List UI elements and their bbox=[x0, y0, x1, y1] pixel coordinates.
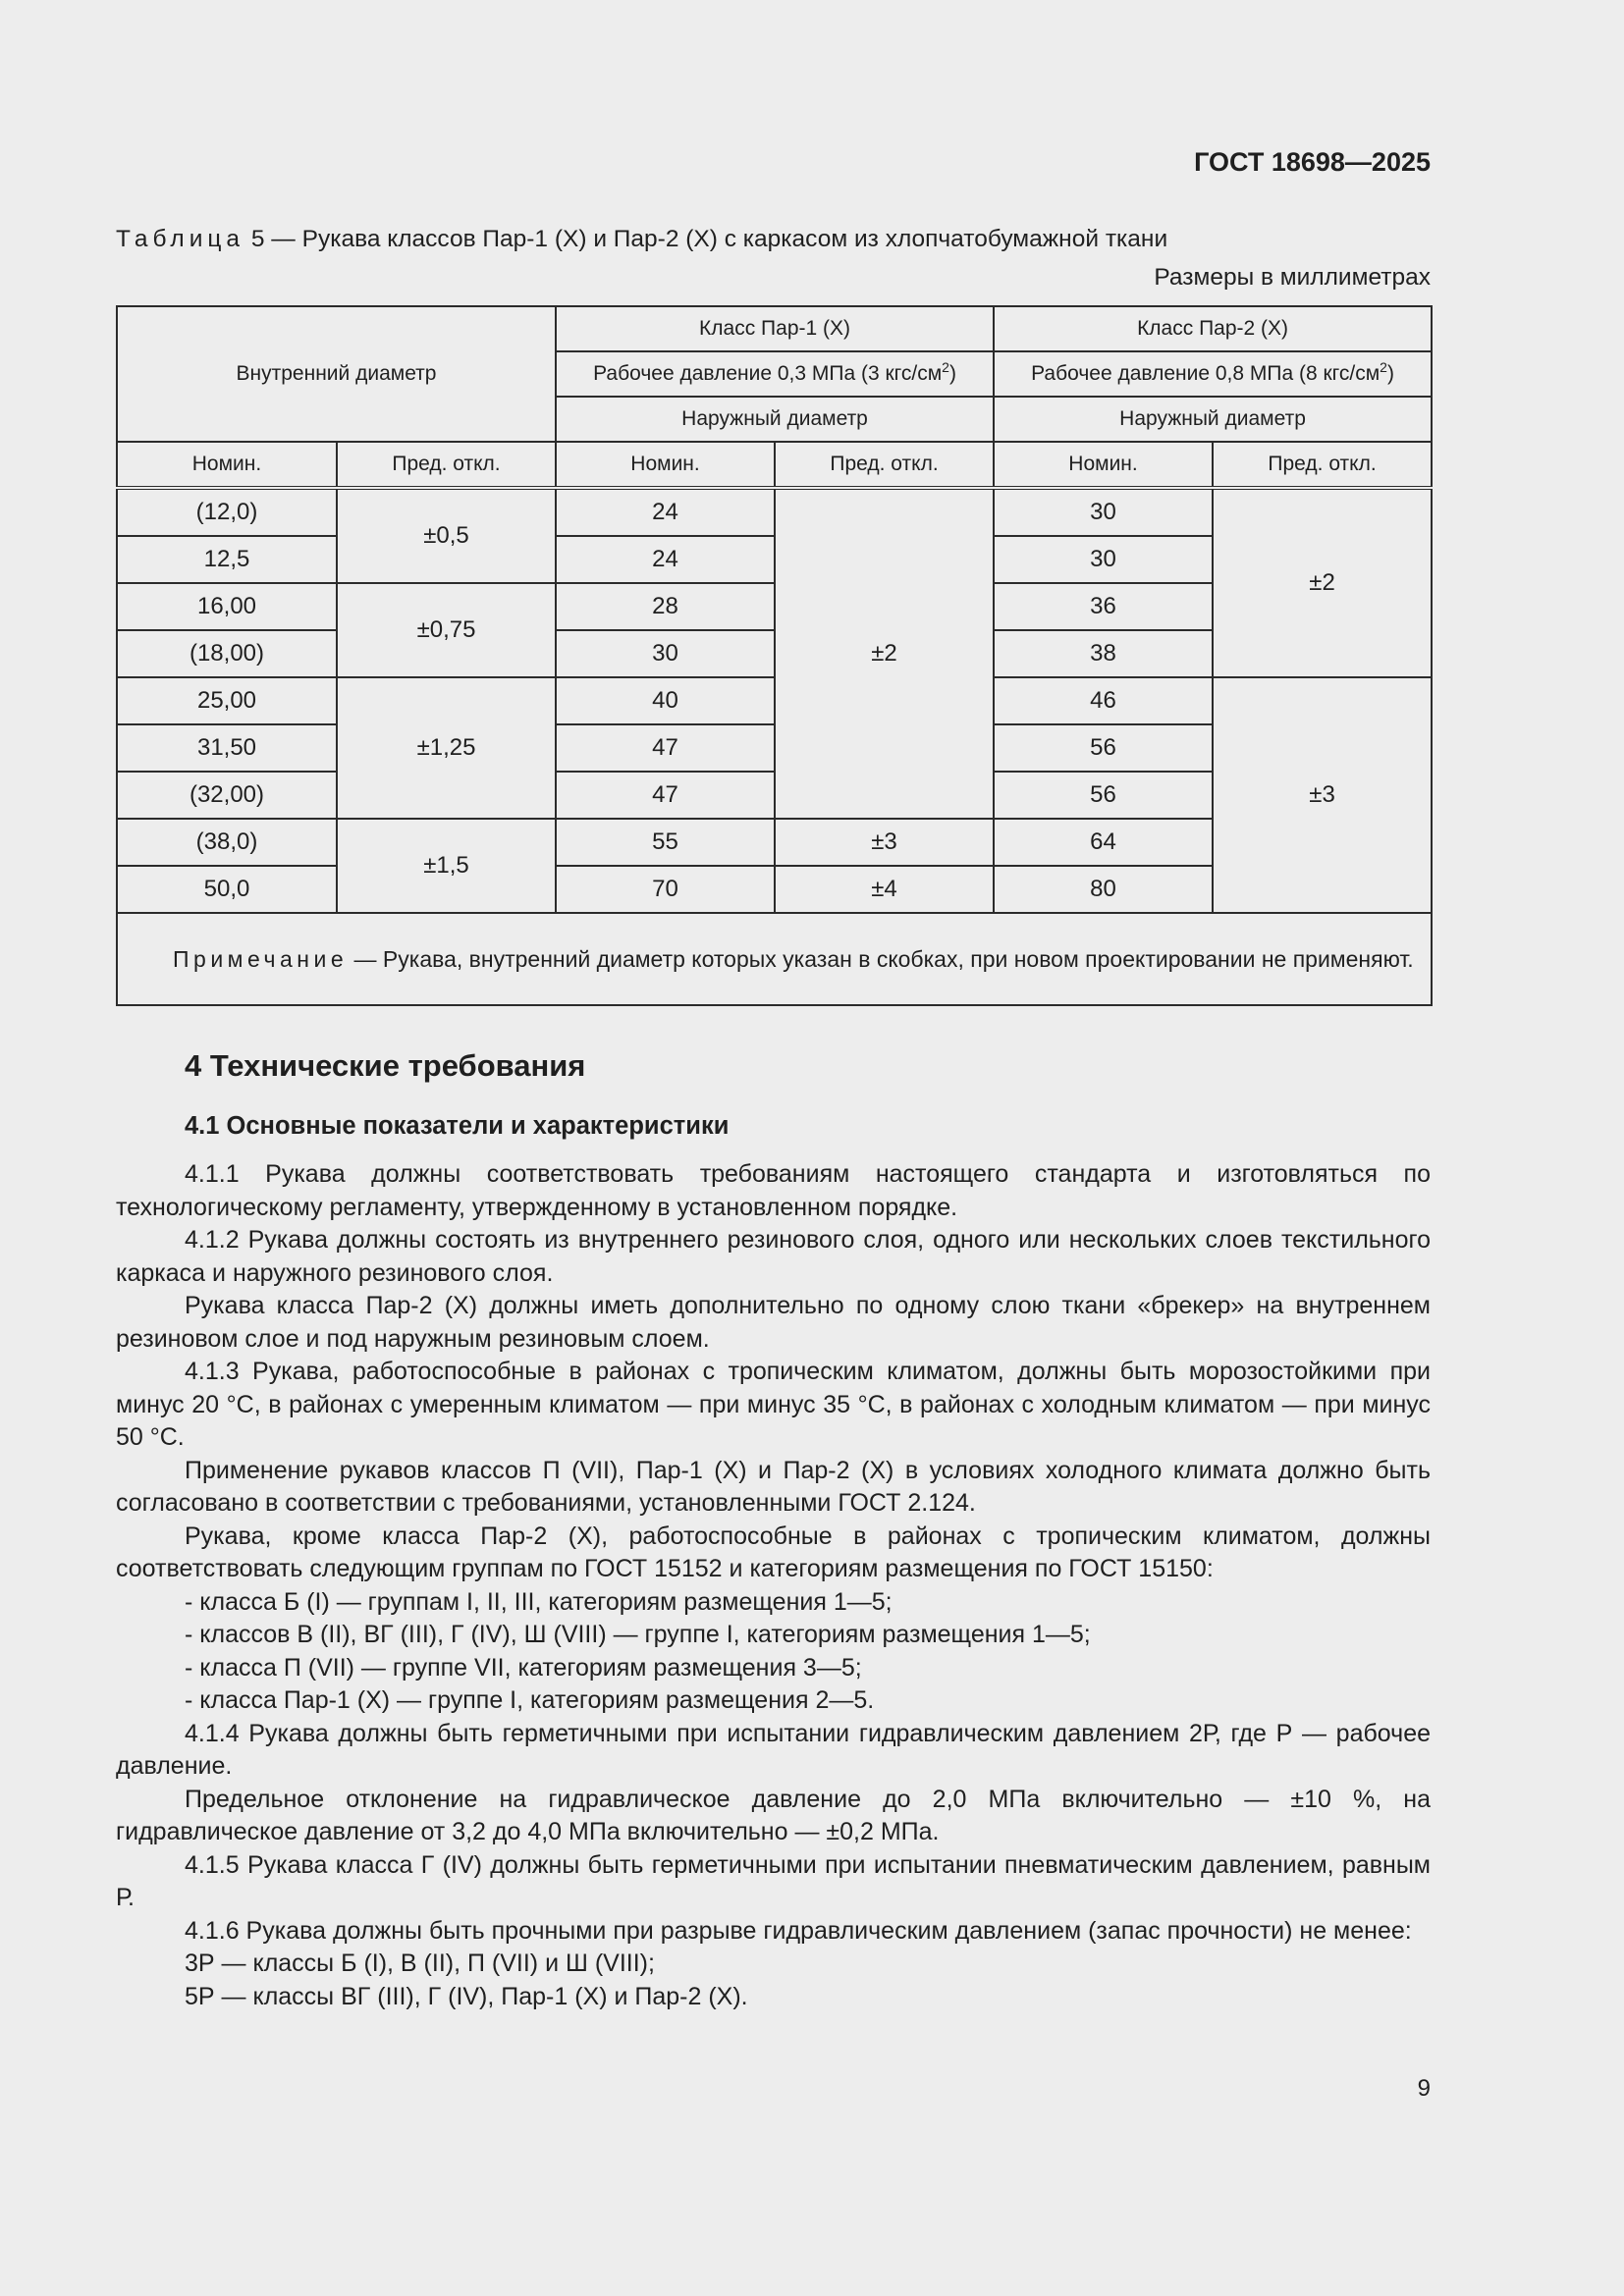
paragraph: 4.1.4 Рукава должны быть герметичными при испытании гидравлическим давлением 2Р, где Р — рабочее давление. bbox=[116, 1719, 1431, 1780]
par2-nominal-cell: 30 bbox=[994, 488, 1213, 536]
list-item: - класса Б (I) — группам I, II, III, категориям размещения 1—5; bbox=[185, 1587, 893, 1616]
outer-diameter-par2-header: Наружный диаметр bbox=[994, 397, 1432, 442]
par1-nominal-cell: 40 bbox=[556, 677, 775, 724]
table-caption-label: Таблица bbox=[116, 226, 245, 252]
par1-tolerance-cell: ±3 bbox=[775, 819, 994, 866]
units-note: Размеры в миллиметрах bbox=[1154, 264, 1431, 291]
inner-nominal-cell: 31,50 bbox=[117, 724, 337, 772]
inner-nominal-cell: 50,0 bbox=[117, 866, 337, 913]
par2-nominal-cell: 56 bbox=[994, 724, 1213, 772]
par1-tolerance-header: Пред. откл. bbox=[775, 442, 994, 488]
paragraph: 4.1.1 Рукава должны соответствовать требованиям настоящего стандарта и изготовляться по технологическому регламенту, утвержденному в установленном порядке. bbox=[116, 1160, 1431, 1221]
inner-nominal-cell: (38,0) bbox=[117, 819, 337, 866]
par1-nominal-cell: 24 bbox=[556, 488, 775, 536]
par1-nominal-cell: 24 bbox=[556, 536, 775, 583]
par2-nominal-cell: 80 bbox=[994, 866, 1213, 913]
par2-nominal-cell: 46 bbox=[994, 677, 1213, 724]
par1-nominal-cell: 70 bbox=[556, 866, 775, 913]
inner-tolerance-cell: ±0,75 bbox=[337, 583, 556, 677]
par2-nominal-cell: 36 bbox=[994, 583, 1213, 630]
page-number: 9 bbox=[1417, 2075, 1431, 2102]
par2-nominal-cell: 56 bbox=[994, 772, 1213, 819]
par2-nominal-cell: 64 bbox=[994, 819, 1213, 866]
standard-code: ГОСТ 18698—2025 bbox=[1194, 147, 1431, 177]
pressure-par1-header: Рабочее давление 0,3 МПа (3 кгс/$см^2$) bbox=[556, 351, 994, 397]
par1-nominal-cell: 55 bbox=[556, 819, 775, 866]
table-caption-text: 5 — Рукава классов Пар-1 (Х) и Пар-2 (Х) с каркасом из хлопчатобумажной ткани bbox=[250, 226, 1168, 252]
par1-tolerance-cell: ±4 bbox=[775, 866, 994, 913]
table-row bbox=[117, 488, 1432, 536]
inner-tolerance-header: Пред. откл. bbox=[337, 442, 556, 488]
par2-nominal-cell: 38 bbox=[994, 630, 1213, 677]
paragraph: 4.1.6 Рукава должны быть прочными при разрыве гидравлическим давлением (запас прочности) не менее: bbox=[185, 1916, 1412, 1945]
table-note-row bbox=[117, 913, 1432, 1005]
pressure-par2-header: Рабочее давление 0,8 МПа (8 кгс/$см^2$) bbox=[994, 351, 1432, 397]
list-item: 5Р — классы ВГ (III), Г (IV), Пар-1 (Х) и Пар-2 (Х). bbox=[185, 1982, 748, 2010]
par2-tolerance-cell: ±3 bbox=[1213, 677, 1432, 913]
table-header-row bbox=[117, 442, 1432, 488]
paragraph: Применение рукавов классов П (VII), Пар-1 (Х) и Пар-2 (Х) в условиях холодного климата должно быть согласовано в соответствии с требованиями, установленными ГОСТ 2.124. bbox=[116, 1456, 1431, 1517]
inner-nominal-cell: (32,00) bbox=[117, 772, 337, 819]
par2-nominal-header: Номин. bbox=[994, 442, 1213, 488]
list-item: - класса Пар-1 (Х) — группе I, категориям размещения 2—5. bbox=[185, 1686, 875, 1714]
inner-tolerance-cell: ±1,5 bbox=[337, 819, 556, 913]
inner-tolerance-cell: ±1,25 bbox=[337, 677, 556, 819]
table-note-text: — Рукава, внутренний диаметр которых указан в скобках, при новом проектировании не применяют. bbox=[348, 946, 1414, 973]
section-body bbox=[116, 1158, 1431, 2013]
inner-nominal-cell: 12,5 bbox=[117, 536, 337, 583]
inner-diameter-header: Внутренний диаметр bbox=[117, 306, 556, 442]
inner-nominal-cell: 25,00 bbox=[117, 677, 337, 724]
par2-nominal-cell: 30 bbox=[994, 536, 1213, 583]
dimensions-table bbox=[116, 305, 1433, 1006]
list-item: - классов В (II), ВГ (III), Г (IV), Ш (VIII) — группе I, категориям размещения 1—5; bbox=[185, 1621, 1091, 1648]
par2-tolerance-cell: ±2 bbox=[1213, 488, 1432, 677]
paragraph: 4.1.2 Рукава должны состоять из внутреннего резинового слоя, одного или нескольких слоев текстильного каркаса и наружного резинового слоя. bbox=[116, 1226, 1431, 1287]
inner-nominal-header: Номин. bbox=[117, 442, 337, 488]
paragraph: Предельное отклонение на гидравлическое давление до 2,0 МПа включительно — ±10 %, на гидравлическое давление от 3,2 до 4,0 МПа включительно — ±0,2 МПа. bbox=[116, 1785, 1431, 1845]
table-caption bbox=[116, 226, 1167, 253]
par2-tolerance-header: Пред. откл. bbox=[1213, 442, 1432, 488]
paragraph: 4.1.3 Рукава, работоспособные в районах с тропическим климатом, должны быть морозостойкими при минус 20 °С, в районах с умеренным климатом — при минус 35 °С, в районах с холодным климатом — при минус 50 °С. bbox=[116, 1358, 1431, 1451]
inner-tolerance-cell: ±0,5 bbox=[337, 488, 556, 583]
paragraph: Рукава, кроме класса Пар-2 (Х), работоспособные в районах с тропическим климатом, должны соответствовать следующим группам по ГОСТ 15152 и категориям размещения по ГОСТ 15150: bbox=[116, 1522, 1431, 1582]
paragraph: Рукава класса Пар-2 (Х) должны иметь дополнительно по одному слою ткани «брекер» на внутреннем резиновом слое и под наружным резиновым слоем. bbox=[116, 1292, 1431, 1353]
table-note-label: Примечание bbox=[173, 946, 349, 973]
par1-nominal-cell: 47 bbox=[556, 724, 775, 772]
section-title: 4 Технические требования bbox=[185, 1048, 586, 1083]
inner-nominal-cell: 16,00 bbox=[117, 583, 337, 630]
par1-nominal-header: Номин. bbox=[556, 442, 775, 488]
table-row bbox=[117, 677, 1432, 724]
class-par1-header: Класс Пар-1 (Х) bbox=[556, 306, 994, 351]
outer-diameter-par1-header: Наружный диаметр bbox=[556, 397, 994, 442]
par1-tolerance-cell: ±2 bbox=[775, 488, 994, 819]
inner-nominal-cell: (12,0) bbox=[117, 488, 337, 536]
inner-nominal-cell: (18,00) bbox=[117, 630, 337, 677]
par1-nominal-cell: 28 bbox=[556, 583, 775, 630]
subsection-title: 4.1 Основные показатели и характеристики bbox=[185, 1112, 730, 1140]
par1-nominal-cell: 47 bbox=[556, 772, 775, 819]
class-par2-header: Класс Пар-2 (Х) bbox=[994, 306, 1432, 351]
list-item: 3Р — классы Б (I), В (II), П (VII) и Ш (VIII); bbox=[185, 1949, 655, 1977]
paragraph: 4.1.5 Рукава класса Г (IV) должны быть герметичными при испытании пневматическим давлением, равным Р. bbox=[116, 1850, 1431, 1911]
list-item: - класса П (VII) — группе VII, категориям размещения 3—5; bbox=[185, 1653, 862, 1682]
table-header-row bbox=[117, 306, 1432, 351]
table-note bbox=[117, 913, 1432, 1005]
par1-nominal-cell: 30 bbox=[556, 630, 775, 677]
